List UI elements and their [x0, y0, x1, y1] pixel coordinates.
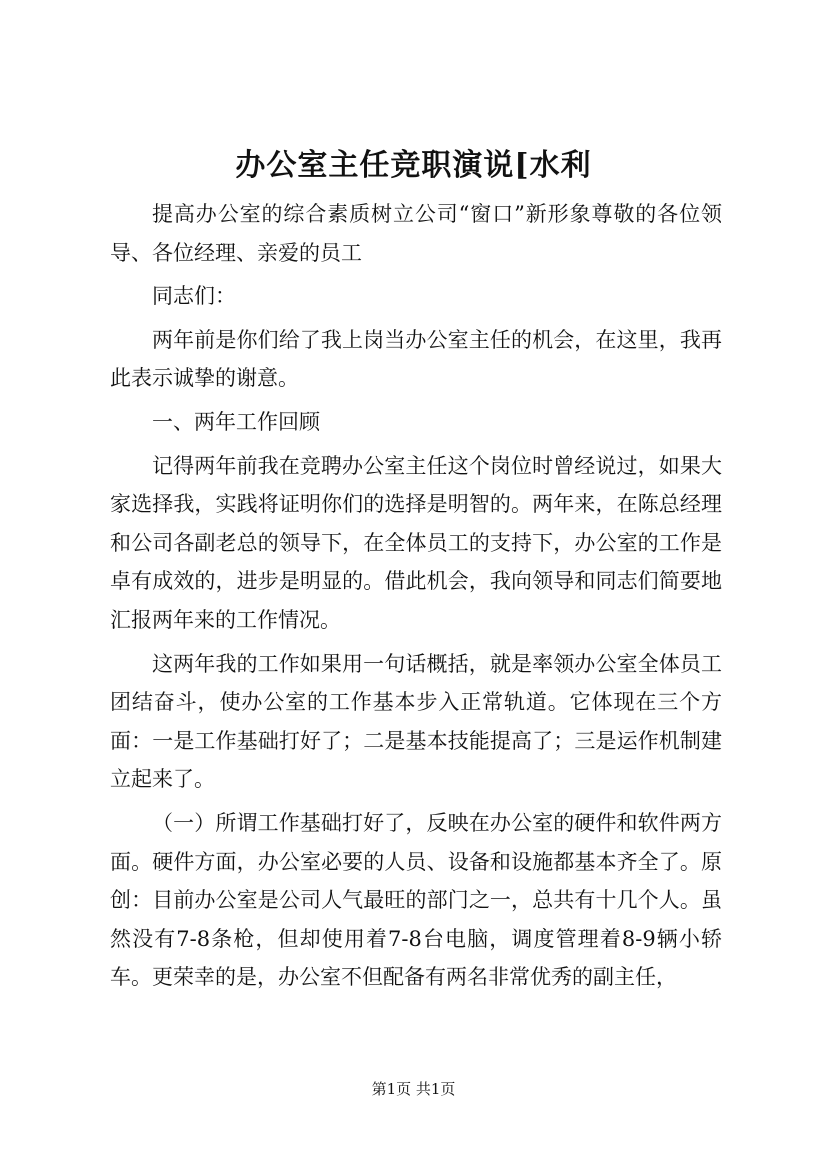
document-title: 办公室主任竞职演说[水利 — [235, 148, 592, 183]
paragraph-foundation: （一）所谓工作基础打好了，反映在办公室的硬件和软件两方面。硬件方面，办公室必要的人员、设备和设施都基本齐全了。原创：目前办公室是公司人气最旺的部门之一，总共有十几个人。虽然没有7-8条枪，但却使用着7-8台电脑，调度管理着8-9辆小轿车。更荣幸的是，办公室不但配备有两名非常优秀的副主任， — [110, 810, 722, 990]
document-body — [110, 195, 722, 1002]
paragraph-review: 记得两年前我在竞聘办公室主任这个岗位时曾经说过，如果大家选择我，实践将证明你们的选择是明智的。两年来，在陈总经理和公司各副老总的领导下，在全体员工的支持下，办公室的工作是卓有成效的，进步是明显的。借此机会，我向领导和同志们简要地汇报两年来的工作情况。 — [110, 453, 722, 632]
paragraph-intro: 提高办公室的综合素质树立公司“窗口”新形象尊敬的各位领导、各位经理、亲爱的员工 — [110, 202, 722, 265]
paragraph-salutation: 同志们： — [152, 284, 236, 309]
paragraph-thanks: 两年前是你们给了我上岗当办公室主任的机会，在这里，我再此表示诚挚的谢意。 — [110, 327, 722, 391]
section-heading-review: 一、两年工作回顾 — [152, 409, 320, 434]
paragraph-summary: 这两年我的工作如果用一句话概括，就是率领办公室全体员工团结奋斗，使办公室的工作基本步入正常轨道。它体现在三个方面：一是工作基础打好了；二是基本技能提高了；三是运作机制建立起来了。 — [110, 651, 722, 792]
page-footer: 第1页 共1页 — [371, 1080, 456, 1098]
